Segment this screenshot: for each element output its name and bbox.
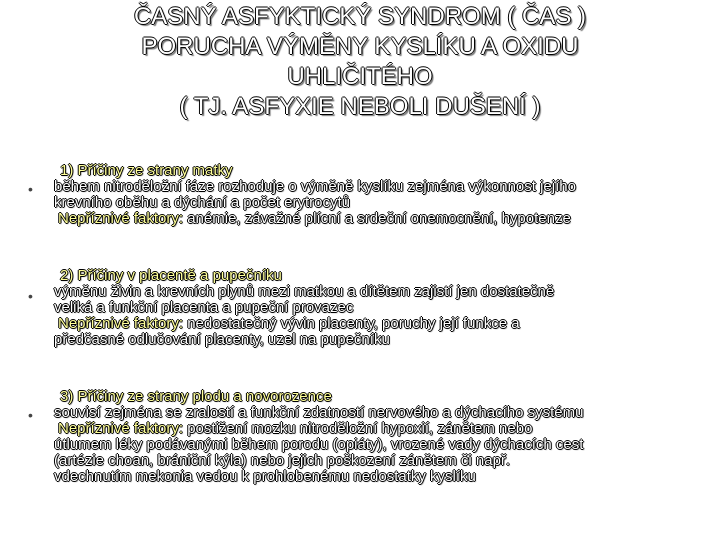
adverse-factors-label: Nepříznivé faktory:: [58, 420, 184, 437]
adverse-factors-line: [54, 316, 699, 332]
adverse-factors-line: [54, 211, 699, 227]
adverse-factors-line: (artézie choan, brániční kýla) nebo jejich poškození zánětem či např.: [54, 452, 511, 469]
adverse-factors-label: Nepříznivé faktory:: [58, 315, 184, 332]
adverse-factors-label: Nepříznivé faktory:: [58, 210, 184, 227]
section-text-line: během nitroděložní fáze rozhoduje o výměně kyslíku zejména výkonnost jejího: [54, 178, 576, 195]
bullet-icon: •: [28, 407, 33, 423]
adverse-factors-line: [54, 421, 699, 437]
bullet-icon: •: [28, 181, 33, 197]
section-text-line: veliká a funkční placenta a pupeční provazec: [54, 299, 354, 316]
adverse-factors-text: anémie, závažné plícní a srdeční onemocnění, hypotenze: [183, 210, 571, 227]
section-body: [54, 389, 699, 485]
section-text-line: souvisí zejména se zralostí a funkční zdatností nervového a dýchacího systému: [54, 404, 584, 421]
section-heading: 3) Příčiny ze strany plodu a novorozence: [60, 388, 332, 405]
section-heading: 1) Příčiny ze strany matky: [60, 162, 233, 179]
section-text-line: výměnu živin a krevních plynů mezi matkou a dítětem zajistí jen dostatečně: [54, 283, 555, 300]
bullet-icon: •: [28, 288, 33, 304]
adverse-factors-line: vdechnutím mekonia vedou k prohlobenému nedostatky kyslíku: [54, 468, 476, 485]
section-heading: 2) Příčiny v placentě a pupečníku: [60, 267, 282, 284]
adverse-factors-line: útlumem léky podávanými během porodu (opiáty), vrozené vady dýchacích cest: [54, 436, 584, 453]
title-line-2: PORUCHA VÝMĚNY KYSLÍKU A OXIDU: [141, 33, 579, 60]
section-text-line: krevního oběhu a dýchání a počet erytrocytů: [54, 194, 351, 211]
slide-title: [40, 2, 680, 122]
section-body: [54, 163, 699, 227]
title-line-1: ČASNÝ ASFYKTICKÝ SYNDROM ( ČAS ): [133, 3, 587, 30]
adverse-factors-text: nedostatečný vývin placenty, poruchy její funkce a: [183, 315, 520, 332]
adverse-factors-line: předčasné odlučování placenty, uzel na pupečníku: [54, 331, 390, 348]
title-line-3: UHLIČITÉHO: [287, 63, 433, 90]
section-body: [54, 268, 699, 348]
adverse-factors-text: postižení mozku nitroděložní hypoxií, zánětem nebo: [183, 420, 533, 437]
title-line-4: ( TJ. ASFYXIE NEBOLI DUŠENÍ ): [179, 93, 541, 120]
